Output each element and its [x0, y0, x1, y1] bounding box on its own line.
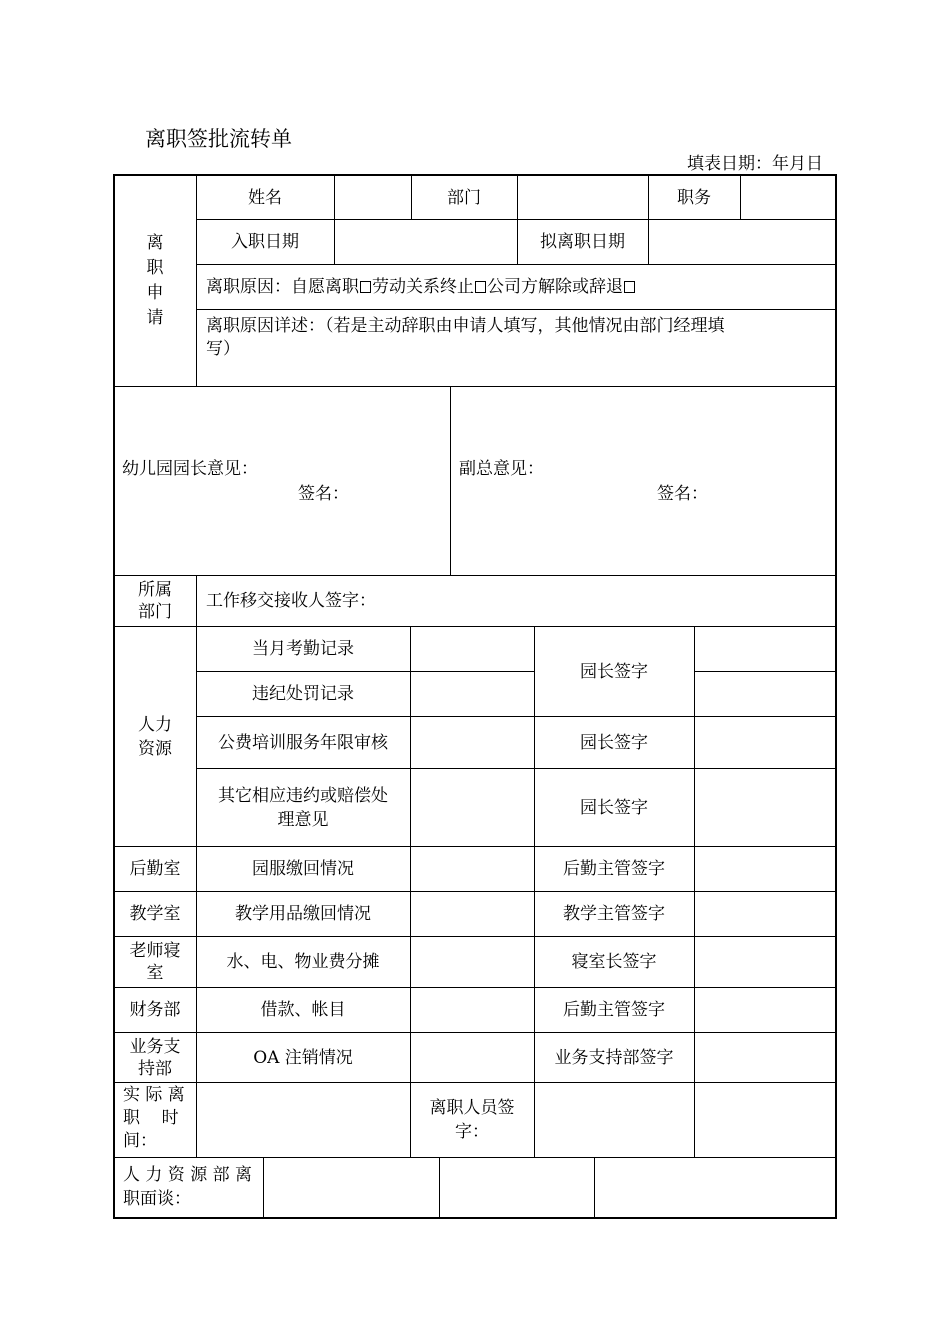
vp-sign-label: 签名：: [657, 484, 708, 504]
oa-cancellation-label: OA 注销情况: [253, 1047, 353, 1068]
dorm-head-sign-label: 寝室长签字: [571, 952, 657, 972]
planned-leave-date-field[interactable]: [648, 220, 835, 264]
planned-leave-date-label: 拟离职日期: [540, 232, 625, 252]
business-support-dept-label: 业务支 持部: [129, 1036, 181, 1079]
fill-date-label: 填表日期：年月日: [687, 154, 823, 174]
principal-signature-label-2: 园长签字: [580, 732, 648, 753]
dept-field[interactable]: [517, 175, 648, 220]
hr-section-label: 人力 资源: [138, 714, 172, 759]
exit-interview-field-3[interactable]: [595, 1158, 835, 1217]
reason-voluntary: 自愿离职: [291, 277, 359, 297]
business-support-sign-field[interactable]: [694, 1033, 835, 1082]
entry-date-field[interactable]: [334, 220, 517, 264]
principal-signature-label-3: 园长签字: [580, 797, 648, 818]
actual-leave-time-label: 实 际 离 职 时 间：: [123, 1085, 185, 1151]
affiliated-dept-label: 所属 部门: [138, 580, 172, 622]
dept-label: 部门: [447, 187, 481, 208]
finance-sign-field[interactable]: [694, 988, 835, 1032]
teaching-supplies-label: 教学用品缴回情况: [235, 904, 371, 924]
vp-opinion-label: 副总意见：: [459, 459, 544, 479]
other-compensation-label: 其它相应违约或赔偿处 理意见: [218, 785, 388, 830]
reason-contract-end-checkbox[interactable]: [475, 281, 486, 293]
loans-accounts-label: 借款、帐目: [260, 1000, 346, 1020]
name-label: 姓名: [248, 187, 282, 208]
uniform-return-field[interactable]: [410, 847, 534, 891]
dormitory-dept-label: 老师寝 室: [129, 941, 181, 983]
business-support-sign-label: 业务支持部签字: [554, 1047, 674, 1068]
principal-signature-field-3[interactable]: [694, 769, 835, 846]
reason-contract-end: 劳动关系终止: [372, 277, 474, 297]
principal-opinion-label: 幼儿园园长意见：: [122, 459, 258, 479]
principal-signature-field-1b[interactable]: [694, 672, 835, 716]
application-section-label: 离 职 申 请: [146, 233, 164, 328]
reason-voluntary-checkbox[interactable]: [360, 281, 371, 293]
leave-reason-row: [206, 265, 826, 309]
utility-fee-field[interactable]: [410, 937, 534, 987]
uniform-return-label: 园服缴回情况: [252, 859, 354, 879]
discipline-record-label: 违纪处罚记录: [252, 684, 354, 704]
logistics-dept-label: 后勤室: [129, 859, 181, 879]
principal-signature-field-2[interactable]: [694, 717, 835, 768]
page-title: 离职签批流转单: [145, 127, 292, 151]
principal-signature-label-1: 园长签字: [580, 661, 648, 682]
finance-dept-label: 财务部: [129, 1000, 181, 1020]
actual-leave-time-field[interactable]: [196, 1083, 410, 1157]
teaching-supplies-field[interactable]: [410, 892, 534, 936]
employee-signature-field[interactable]: [534, 1083, 694, 1157]
attendance-record-label: 当月考勤记录: [252, 639, 354, 659]
teaching-supervisor-sign-label: 教学主管签字: [563, 904, 665, 924]
exit-interview-field-2[interactable]: [440, 1158, 594, 1217]
exit-interview-field-1[interactable]: [264, 1158, 439, 1217]
leave-reason-prefix: 离职原因：: [206, 277, 291, 297]
reason-detail-line2: 写）: [206, 339, 240, 359]
attendance-record-field[interactable]: [410, 627, 534, 671]
principal-sign-label: 签名：: [298, 484, 349, 504]
employee-signature-label: 离职人员签 字：: [429, 1098, 515, 1142]
handover-signature-label: 工作移交接收人签字：: [206, 591, 376, 611]
loans-accounts-field[interactable]: [410, 988, 534, 1032]
reason-detail-line1: 离职原因详述：（若是主动辞职由申请人填写，其他情况由部门经理填: [206, 316, 725, 336]
name-field[interactable]: [334, 175, 411, 220]
teaching-dept-label: 教学室: [129, 904, 181, 924]
entry-date-label: 入职日期: [231, 232, 299, 252]
reason-dismissal-checkbox[interactable]: [624, 281, 635, 293]
training-review-field[interactable]: [410, 717, 534, 768]
position-field[interactable]: [740, 175, 835, 220]
training-review-label: 公费培训服务年限审核: [218, 732, 388, 753]
principal-signature-field-1a[interactable]: [694, 627, 835, 671]
reason-dismissal: 公司方解除或辞退: [487, 277, 623, 297]
dorm-head-sign-field[interactable]: [694, 937, 835, 987]
other-compensation-field[interactable]: [410, 769, 534, 846]
utility-fee-label: 水、电、物业费分摊: [226, 952, 380, 972]
logistics-supervisor-sign-label: 后勤主管签字: [563, 859, 665, 879]
oa-cancellation-field[interactable]: [410, 1033, 534, 1082]
position-label: 职务: [677, 187, 711, 208]
logistics-supervisor-sign-field[interactable]: [694, 847, 835, 891]
teaching-supervisor-sign-field[interactable]: [694, 892, 835, 936]
discipline-record-field[interactable]: [410, 672, 534, 716]
employee-signature-extra-field[interactable]: [694, 1083, 835, 1157]
finance-sign-label: 后勤主管签字: [563, 1000, 665, 1020]
hr-exit-interview-label: 人 力 资 源 部 离 职面谈：: [123, 1165, 253, 1209]
